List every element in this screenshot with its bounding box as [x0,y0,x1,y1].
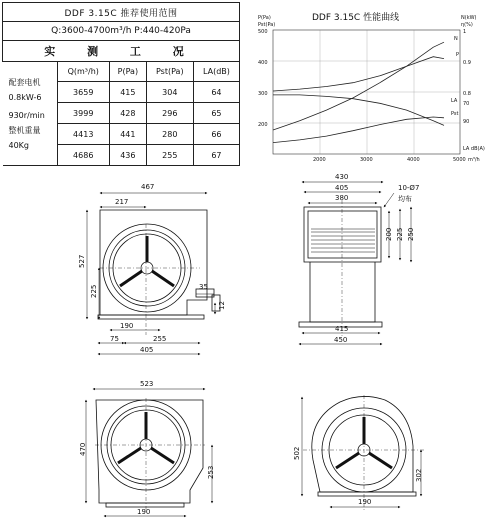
y-tick: 300 [258,91,268,97]
dim-label: 200 [385,227,393,241]
side-dim-labels [334,173,419,344]
col-header: Pst(Pa) [146,62,193,82]
x-tick: 2000 [313,157,326,163]
y-right-tick: 70 [463,101,470,107]
y-right-tick: 90 [463,119,470,125]
dim-label: 380 [335,194,349,202]
table-cell: 415 [109,82,146,103]
dim-label: 405 [335,184,349,192]
dim-label: 12 [218,301,226,310]
dim-label: 527 [78,254,86,268]
front-base [98,315,204,319]
dim-label: 415 [335,325,349,333]
y-tick: 400 [258,60,268,66]
dim-label: 467 [141,183,155,191]
motor-speed: 930r/min [8,111,45,120]
dim-label: 255 [153,335,167,343]
front-view [98,210,220,335]
front-dimensions [87,193,215,354]
chart-title: DDF 3.15C 性能曲线 [312,13,400,23]
dim-label: 302 [415,468,423,482]
dim-label: 470 [79,442,87,456]
table-cell: 255 [146,145,193,166]
dim-label: 430 [335,173,349,181]
x-unit: m³/h [468,157,480,163]
curve-label-pst: Pst [451,111,459,117]
y-tick: 500 [258,29,268,35]
table-cell: 3659 [57,82,109,103]
spec-title: DDF 3.15C 推荐使用范围 [3,3,240,22]
dim-label: 190 [358,498,372,506]
y-right-tick: 1 [463,29,467,35]
curve-label-n: N [454,36,458,42]
x-tick: 4000 [407,157,420,163]
y-right-tick: 0.8 [463,91,471,97]
table-cell: 4413 [57,124,109,145]
col-header: P(Pa) [109,62,146,82]
table-cell: 436 [109,145,146,166]
dim-label: 217 [115,198,129,206]
motor-label: 配套电机 [8,78,41,87]
y-right-tick: 0.9 [463,60,471,66]
table-cell: 4686 [57,145,109,166]
dim-label: 523 [140,380,154,388]
y-tick: 200 [258,122,268,128]
table-cell: 296 [146,103,193,124]
weight-label: 整机重量 [8,126,41,135]
dim-label: 450 [334,336,348,344]
table-cell: 67 [193,145,239,166]
dim-label: 35 [199,283,208,291]
side-outlet-inner [308,211,377,258]
dim-label: 均布 [398,195,412,203]
table-cell: 428 [109,103,146,124]
side-outlet-flange [304,207,381,262]
dim-label: 250 [407,227,415,241]
col-header: LA(dB) [193,62,239,82]
dim-label: 502 [293,446,301,460]
table-cell: 280 [146,124,193,145]
weight-value: 40Kg [8,141,30,150]
dim-label: 190 [120,322,134,330]
table-cell: 65 [193,103,239,124]
table-cell: 441 [109,124,146,145]
side-dimensions [299,182,411,344]
dim-label: 190 [137,508,151,516]
motor-power: 0.8kW-6 [8,93,42,102]
table-cell: 304 [146,82,193,103]
dim-label: 225 [396,227,404,241]
curve-label-la: LA [451,98,458,104]
table-cell: 64 [193,82,239,103]
outlet-end-dimensions [86,389,212,516]
x-tick: 5000 [453,157,466,163]
dim-label: 75 [110,335,119,343]
curve-label-p: P [456,52,460,58]
curve-layer [273,42,444,142]
right-axis-label-n: N(kW) [461,15,477,21]
curve-n [273,42,444,130]
side-body [310,262,375,322]
right-axis-label-eff: η(%) [461,22,473,28]
table-cell: 66 [193,124,239,145]
outlet-end-view [95,398,205,512]
spec-range: Q:3600-4700m³/h P:440-420Pa [3,22,240,41]
section-header: 实 测 工 况 [3,41,240,62]
inlet-end-view [303,395,425,510]
performance-chart [258,11,485,163]
x-tick: 3000 [360,157,373,163]
dim-label: 405 [140,346,154,354]
left-axis-label-p: P(Pa) [258,15,271,21]
col-header: Q(m³/h) [57,62,109,82]
left-axis-label-pst: Pst(Pa) [258,22,276,28]
la-axis-label: LA dB(A) [463,146,485,152]
dim-label: 10-Ø7 [398,184,420,192]
curve-p [273,57,444,91]
table-cell: 3999 [57,103,109,124]
dim-label: 225 [90,284,98,298]
dim-label: 253 [207,465,215,479]
side-view [299,200,382,336]
